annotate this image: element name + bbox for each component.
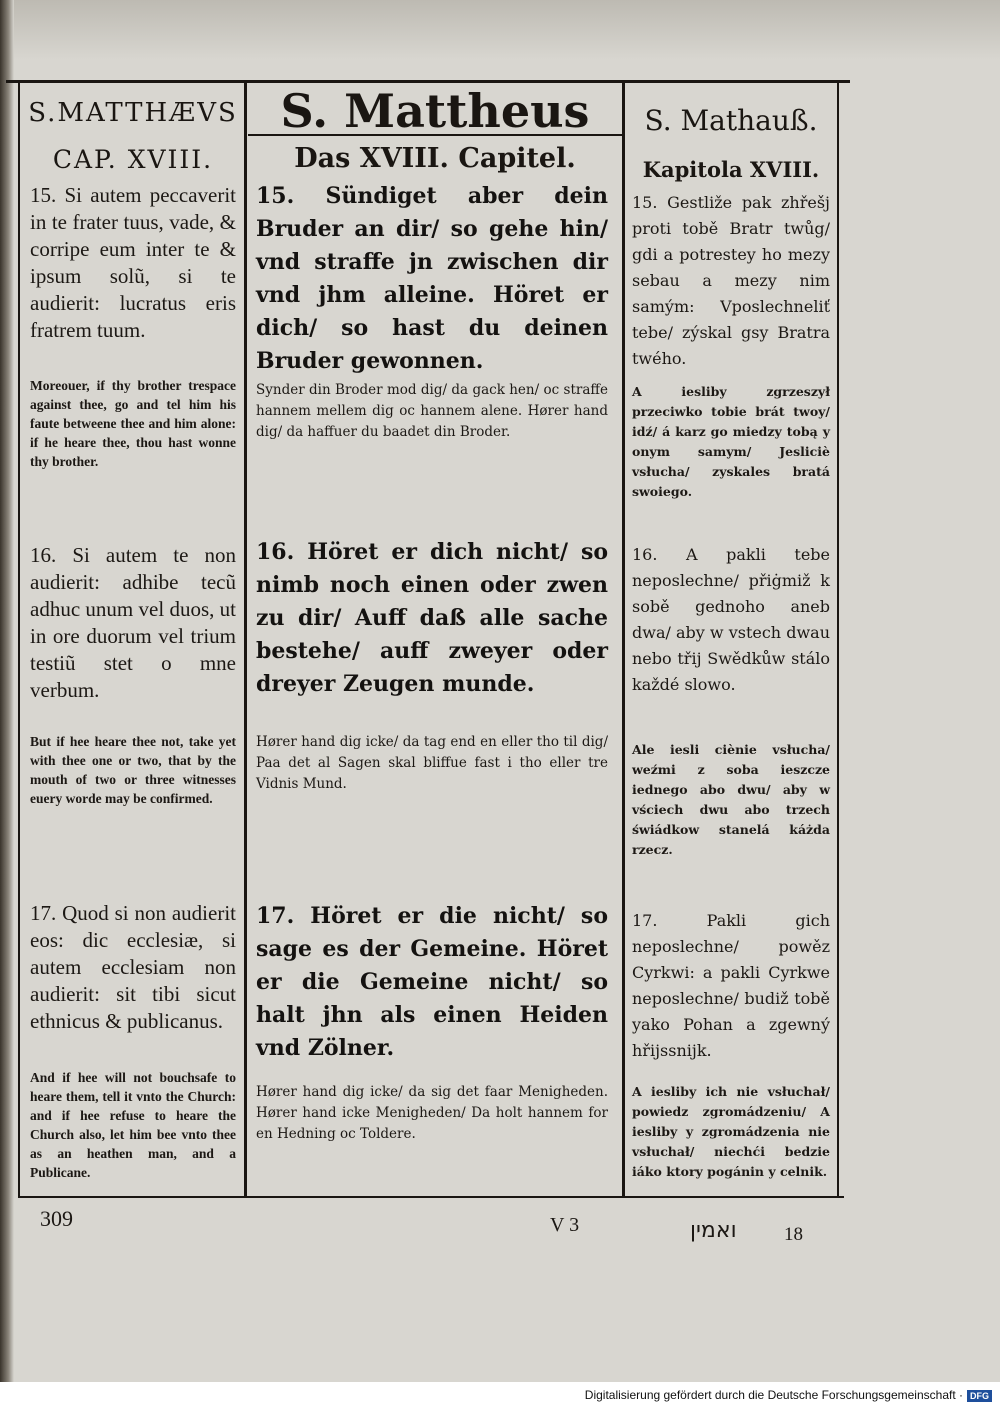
- hebrew-catchword: ואמין: [690, 1218, 737, 1243]
- verse-17-polish: A iesliby ich nie vsłuchał/ powiedz zgromádzeniu/ A iesliby y zgromádzenia nie vsłuchał/ niechći bedzie iáko ktory pogánin y celnik.: [632, 1084, 830, 1179]
- digitization-credit: [470, 1388, 992, 1402]
- verse-16-latin: 16. Si autem te non audierit: adhibe tecũ adhuc unum vel duos, ut in ore duorum vel trium testiũ stet o mne verbum.: [30, 543, 236, 702]
- verse-15-german: 15. Sündiget aber dein Bruder an dir/ so gehe hin/ vnd straffe jn zwischen dir vnd jhm alleine. Höret er dich/ so hast du deinen Bruder gewonnen.: [256, 183, 608, 374]
- verse-15-english: Moreouer, if thy brother trespace against thee, go and tel him his faute betweene thee and him alone: if he heare thee, thou hast wonne thy brother.: [30, 378, 236, 469]
- verse-16-english: But if hee heare thee not, take yet with thee one or two, that by the mouth of two or three witnesses euery worde may be confirmed.: [30, 734, 236, 806]
- bottom-rule: [18, 1196, 844, 1198]
- verse-15-danish: Synder din Broder mod dig/ da gack hen/ oc straffe hannem mellem dig oc hannem alene. Hører hand dig/ da haffuer du baadet din Broder.: [256, 382, 608, 440]
- verse-15-polish: A iesliby zgrzeszył przeciwko tobie brát twoy/ idź/ á karz go miedzy tobą y onym samym/ Jesliciè vsłucha/ zyskales bratá swoiego.: [632, 384, 830, 499]
- verse-17-english: And if hee will not bouchsafe to heare them, tell it vnto the Church: and if hee refuse to heare the Church also, let him bee vnto thee as an heathen man, and a Publicane.: [30, 1070, 236, 1180]
- verse-17-czech: 17. Pakli gich neposlechne/ powěz Cyrkwi: a pakli Cyrkwe neposlechne/ budiž tobě yako Pohan a zgewný hřijssnijk.: [632, 911, 830, 1060]
- verse-16-german: 16. Höret er dich nicht/ so nimb noch einen oder zwen zu dir/ Auff daß alle sache bestehe/ auff zweyer oder dreyer Zeugen munde.: [256, 539, 608, 697]
- dfg-logo: DFG: [967, 1390, 992, 1402]
- signature-mark: V 3: [550, 1214, 580, 1236]
- left-border: [18, 82, 20, 1196]
- hebrew-number: 18: [784, 1224, 803, 1245]
- credit-text: Digitalisierung gefördert durch die Deutsche Forschungsgemeinschaft ·: [584, 1388, 963, 1402]
- page-number: 309: [40, 1206, 73, 1231]
- header-latin: S.MATTHÆVS: [28, 98, 238, 128]
- verse-15-latin: 15. Si autem peccaverit in te frater tuus, vade, & corripe eum inter te & ipsum solũ, si te audierit: lucratus eris fratrem tuum.: [30, 183, 236, 342]
- right-border: [837, 82, 839, 1196]
- page-top-shadow: [0, 0, 1000, 60]
- chapter-czech: Kapitola XVIII.: [642, 157, 820, 182]
- verse-16-danish: Hører hand dig icke/ da tag end en eller tho til dig/ Paa det al Sagen skal bliffue fast i tho eller tre Vidnis Mund.: [256, 734, 608, 792]
- verse-15-czech: 15. Gestliže pak zhřešj proti tobě Bratr twůg/ gdi a potrestey ho mezy sebau a mezy nim samým: Vposlechneliť tebe/ zýskal gsy Bratra twého.: [632, 193, 830, 368]
- header-czech: S. Mathauß.: [644, 104, 818, 137]
- verse-17-german: 17. Höret er die nicht/ so sage es der Gemeine. Höret er die Gemeine nicht/ so halt jhn als einen Heiden vnd Zölner.: [256, 903, 608, 1061]
- verse-16-czech: 16. A pakli tebe neposlechne/ přiġmiž k sobě gednoho aneb dwa/ aby w vstech dwau nebo třij Swědkůw stálo každé slowo.: [632, 545, 830, 694]
- verse-17-latin: 17. Quod si non audierit eos: dic ecclesiæ, si autem ecclesiam non audierit: sit tibi sicut ethnicus & publicanus.: [30, 901, 236, 1033]
- column-divider-1: [244, 82, 247, 1196]
- page-binding-edge: [0, 0, 14, 1382]
- top-rule: [6, 80, 850, 83]
- verse-17-danish: Hører hand dig icke/ da sig det faar Menigheden. Hører hand icke Menigheden/ Da holt hannem for en Hedning oc Toldere.: [256, 1084, 608, 1142]
- header-german: S. Mattheus: [280, 84, 590, 138]
- verse-16-polish: Ale iesli ciènie vsłucha/ weźmi z soba ieszcze iednego abo dwu/ aby w vściech dwu abo trzech świádkow stanelá káżda rzecz.: [632, 742, 830, 857]
- column-divider-2: [622, 82, 625, 1196]
- chapter-latin: CAP. XVIII.: [52, 145, 214, 174]
- chapter-german: Das XVIII. Capitel.: [294, 143, 576, 174]
